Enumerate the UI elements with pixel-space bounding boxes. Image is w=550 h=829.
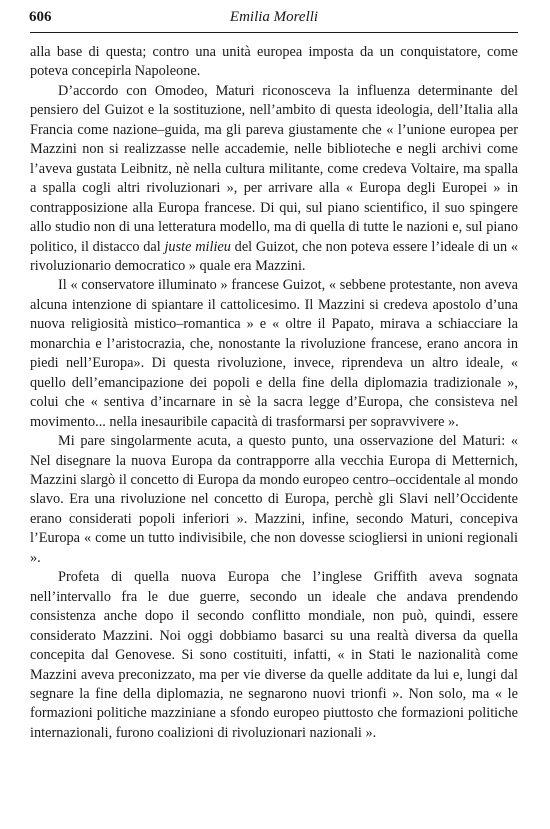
paragraph: Profeta di quella nuova Europa che l’inglese Griffith aveva sognata nell’intervallo fra le due guerre, secondo un ideale che andava prendendo consistenza anche dopo il secondo conflitto mondiale, non può, quindi, essere considerato Mazzini. Noi oggi dobbiamo basarci su una realtà diversa da quella concepita dal Genovese. Si sono costituiti, infatti, « in Stati le nazionalità come Mazzini aveva preconizzato, ma per vie diverse da quelle additate da lui e, lungi dal segnare la fine della diplomazia, ne segnarono nuovi trionfi ». Non solo, ma « le formazioni politiche mazziniane a sfondo europeo piuttosto che formazioni politiche internazionali, furono coalizioni di rivoluzionari nazionali ». [30, 569, 518, 741]
paragraph: Mi pare singolarmente acuta, a questo punto, una osservazione del Maturi: « Nel disegnare la nuova Europa da contrapporre alla vecchia Europa di Metternich, Mazzini slargò il concetto di Europa da mondo europeo centro–occidentale al mondo slavo. Era una rivoluzione nel concetto di Europa, perchè gli Slavi nell’Occidente erano considerati popoli inferiori ». Mazzini, infine, secondo Maturi, concepiva l’Europa « come un tutto indivisibile, che non dovesse sciogliersi in unioni regionali ». [30, 433, 518, 566]
running-head: Emilia Morelli [229, 9, 319, 25]
paragraph-continued: alla base di questa; contro una unità europea imposta da un conquistatore, come poteva concepirla Napoleone. [30, 44, 518, 80]
book-page [30, 8, 518, 743]
paragraph: D’accordo con Omodeo, Maturi riconosceva la influenza determinante del pensiero del Guizot e la sostituzione, nell’ambito di questa ideologia, dell’Italia alla Francia come nazione–guida, ma gli pareva giustamente che « l’unione europea per Mazzini non si realizzasse nelle accademie, nelle biblioteche e negli archivi come l’aveva gustata Leibnitz, nè nella cultura militante, come credeva Voltaire, ma spalla a spalla cogli altri rivoluzionari », per arrivare alla « Europa degli Europei » in contrapposizione alla Europa francese. Di qui, sul piano scientifico, il suo spingere allo studio non di una letteratura modello, ma di quella di tutte le nazioni e, sul piano politico, il distacco dal juste milieu del Guizot, che non poteva essere l’ideale di un « rivoluzionario democratico » quale era Mazzini. [30, 82, 518, 274]
page-body [30, 43, 518, 743]
paragraph: Il « conservatore illuminato » francese Guizot, « sebbene protestante, non aveva alcuna intenzione di spiantare il cattolicesimo. Il Mazzini si credeva apostolo d’una nuova religiosità mistico–romantica » e « oltre il Papato, mirava a schiacciare la monarchia e l’aristocrazia, che, nonostante la rivoluzione francese, erano ancora in piedi nell’Europa». Di questa rivoluzione, invece, riprendeva un altro ideale, « quello dell’emancipazione dei popoli e della fine della diplomazia tradizionale », colui che « sentiva d’incarnare in sè la sacra legge d’Europa, che consisteva nel movimento... nella inesauribile capacità di trasformarsi per sopravvivere ». [30, 277, 518, 430]
page-header [30, 8, 518, 33]
italic-phrase: juste milieu [164, 238, 231, 255]
page-number: 606 [29, 9, 52, 25]
